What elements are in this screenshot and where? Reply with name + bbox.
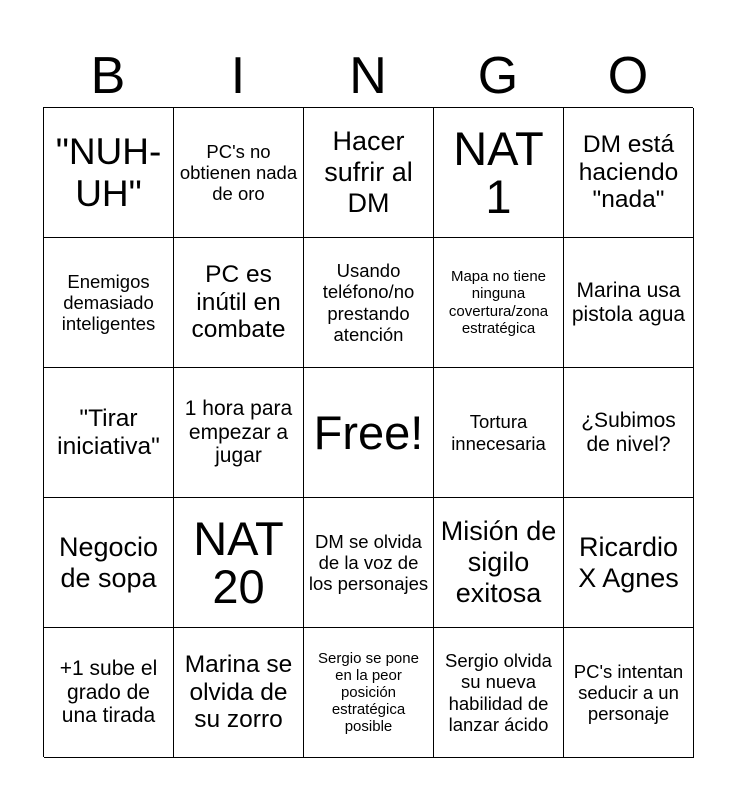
bingo-cell[interactable] — [174, 368, 304, 498]
bingo-cell[interactable] — [44, 108, 174, 238]
bingo-cell[interactable] — [434, 108, 564, 238]
bingo-cell[interactable] — [174, 238, 304, 368]
bingo-cell[interactable] — [434, 628, 564, 758]
cell-text: +1 sube el grado de una tirada — [59, 656, 158, 728]
header-letter-o: O — [607, 47, 649, 105]
cell-text: Marina se olvida de su zorro — [184, 650, 293, 734]
cell-text: ¿Subimos de nivel? — [581, 408, 676, 456]
cell-text: Ricardio X Agnes — [578, 531, 679, 593]
bingo-cell[interactable] — [564, 628, 694, 758]
cell-text: Misión de sigilo exitosa — [440, 516, 557, 608]
bingo-cell[interactable] — [564, 498, 694, 628]
bingo-cell[interactable] — [564, 368, 694, 498]
bingo-cell[interactable] — [304, 498, 434, 628]
header-letter-g: G — [477, 47, 519, 105]
cell-text: Sergio se pone en la peor posición estratégica posible — [318, 649, 419, 736]
cell-text: "Tirar iniciativa" — [57, 404, 160, 460]
cell-text: NAT 20 — [193, 511, 284, 613]
cell-text: Negocio de sopa — [58, 531, 159, 593]
bingo-cell[interactable] — [304, 628, 434, 758]
bingo-cell[interactable] — [434, 368, 564, 498]
cell-text: "NUH-UH" — [55, 131, 162, 214]
cell-text: Sergio olvida su nueva habilidad de lanzar ácido — [445, 650, 552, 735]
cell-text: PC es inútil en combate — [191, 260, 286, 344]
bingo-cell[interactable] — [44, 238, 174, 368]
cell-text: Tortura innecesaria — [451, 411, 546, 454]
bingo-board — [43, 107, 693, 757]
bingo-cell[interactable] — [174, 628, 304, 758]
bingo-cell[interactable] — [174, 498, 304, 628]
bingo-cell[interactable] — [564, 108, 694, 238]
bingo-cell[interactable] — [434, 238, 564, 368]
cell-text: Enemigos demasiado inteligentes — [61, 270, 156, 335]
bingo-cell[interactable] — [44, 368, 174, 498]
bingo-cell[interactable] — [564, 238, 694, 368]
cell-text: PC's intentan seducir a un personaje — [573, 660, 684, 725]
cell-text: DM está haciendo "nada" — [578, 130, 679, 214]
header-letter-n: N — [349, 47, 387, 105]
header-letter-i: I — [230, 47, 246, 105]
free-cell[interactable] — [304, 368, 434, 498]
cell-text: DM se olvida de la voz de los personajes — [308, 530, 429, 595]
cell-text: Mapa no tiene ninguna covertura/zona estratégica — [448, 268, 549, 337]
bingo-cell[interactable] — [304, 238, 434, 368]
bingo-cell[interactable] — [44, 628, 174, 758]
bingo-cell[interactable] — [44, 498, 174, 628]
bingo-header — [43, 44, 693, 108]
cell-text: 1 hora para empezar a jugar — [184, 396, 293, 468]
cell-text: Usando teléfono/no prestando atención — [322, 260, 415, 345]
cell-text: Hacer sufrir al DM — [324, 126, 413, 218]
bingo-cell[interactable] — [434, 498, 564, 628]
cell-text: NAT 1 — [453, 121, 544, 223]
cell-text: PC's no obtienen nada de oro — [179, 140, 298, 205]
bingo-cell[interactable] — [174, 108, 304, 238]
bingo-cell[interactable] — [304, 108, 434, 238]
cell-text: Free! — [313, 405, 424, 459]
header-letter-b: B — [90, 47, 126, 105]
cell-text: Marina usa pistola agua — [571, 278, 686, 326]
